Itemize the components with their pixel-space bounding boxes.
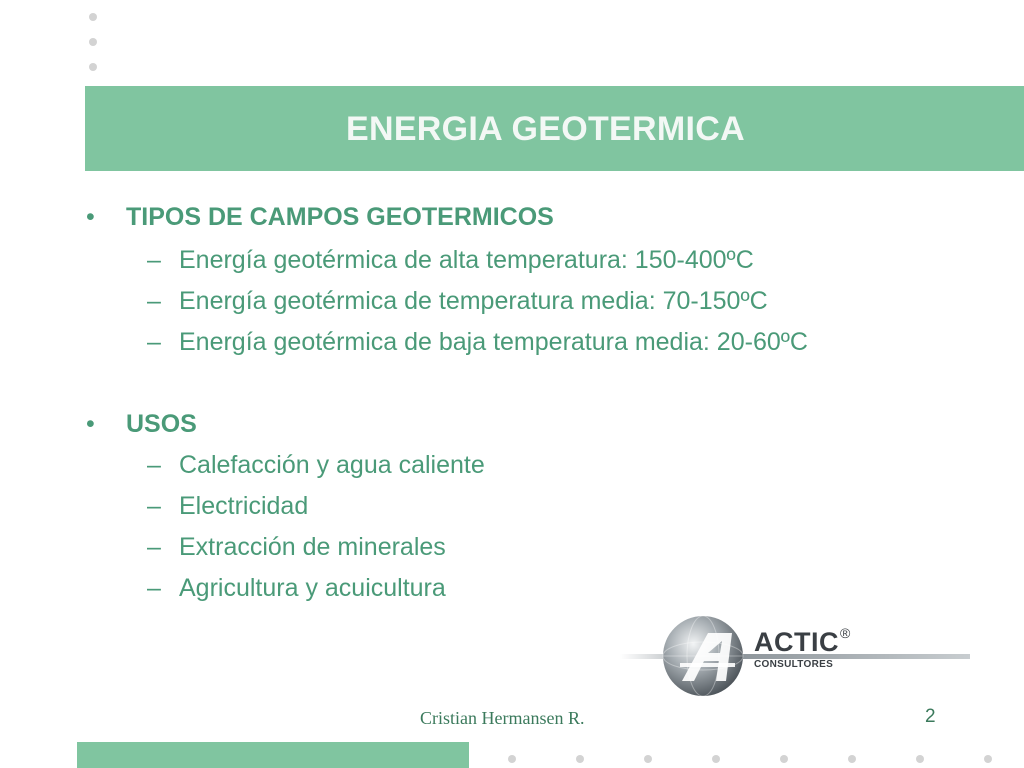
decorative-dot (576, 755, 584, 763)
section-heading: USOS (126, 410, 197, 438)
bullet-marker: • (86, 410, 95, 438)
bullet-marker: • (86, 203, 95, 231)
decorative-dot (712, 755, 720, 763)
decorative-dot (89, 38, 97, 46)
footer-bar (77, 742, 469, 768)
list-item: Energía geotérmica de baja temperatura media: 20-60ºC (179, 328, 808, 356)
dash-marker: – (147, 451, 161, 479)
decorative-dot (984, 755, 992, 763)
dash-marker: – (147, 328, 161, 356)
decorative-dot (89, 13, 97, 21)
decorative-dot (508, 755, 516, 763)
list-item: Agricultura y acuicultura (179, 574, 446, 602)
actic-logo (620, 615, 972, 697)
decorative-dot (916, 755, 924, 763)
list-item: Energía geotérmica de temperatura media: 70-150ºC (179, 287, 768, 315)
list-item: Extracción de minerales (179, 533, 446, 561)
list-item: Electricidad (179, 492, 309, 520)
logo-subtitle: CONSULTORES (754, 659, 834, 670)
decorative-dot (644, 755, 652, 763)
dash-marker: – (147, 533, 161, 561)
decorative-dot (89, 63, 97, 71)
dash-marker: – (147, 246, 161, 274)
registered-mark: ® (840, 625, 851, 641)
logo-name: ACTIC (754, 627, 839, 657)
list-item: Calefacción y agua caliente (179, 451, 485, 479)
footer-author: Cristian Hermansen R. (420, 708, 585, 728)
page-number: 2 (925, 706, 936, 727)
decorative-dot (848, 755, 856, 763)
dash-marker: – (147, 287, 161, 315)
dash-marker: – (147, 492, 161, 520)
list-item: Energía geotérmica de alta temperatura: 150-400ºC (179, 246, 754, 274)
decorative-dot (780, 755, 788, 763)
section-heading: TIPOS DE CAMPOS GEOTERMICOS (126, 203, 554, 231)
dash-marker: – (147, 574, 161, 602)
slide-title: ENERGIA GEOTERMICA (346, 110, 745, 148)
